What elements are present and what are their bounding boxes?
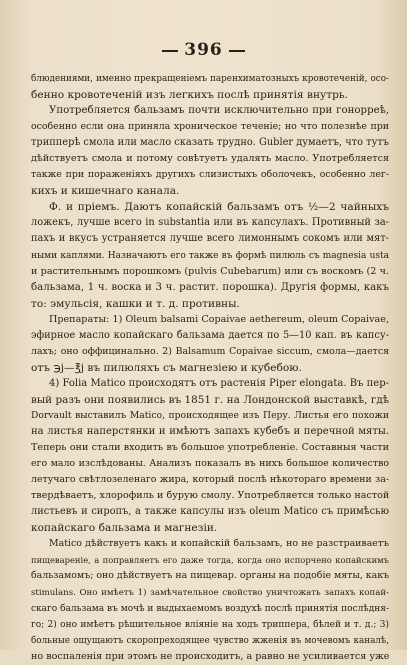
text-line: бальзамомъ; оно дѣйствуетъ на пищевар. органы на подобіе мяты, какъ bbox=[31, 570, 389, 582]
text-line: также при пораженіяхъ другихъ слизистыхъ оболочекъ, особенно лег- bbox=[31, 169, 389, 181]
text-line: больные ощущаютъ скоропреходящее чувство жженія въ мочевомъ каналѣ, bbox=[31, 635, 389, 646]
text-line: трипперѣ смола или масло сказать трудно. Gubler думаетъ, что тутъ bbox=[31, 137, 389, 149]
text-line: и растительнымъ порошкомъ (pulvis Cubebarum) или съ воскомъ (2 ч. bbox=[31, 265, 389, 277]
text-line: скаго бальзама въ мочѣ и выдыхаемомъ воздухѣ послѣ принятія послѣдня- bbox=[31, 603, 389, 614]
text-line: твердѣваетъ, хлорофиль и бурую смолу. Употребляется только настой bbox=[31, 490, 389, 502]
text-line: копайскаго бальзама и магнезіи. bbox=[31, 522, 218, 535]
text-line: летучаго свѣтлозеленаго жира, который послѣ нѣкотораго времени за- bbox=[31, 474, 389, 486]
text-line: особенно если она приняла хроническое теченіе; но что полезнѣе при bbox=[31, 121, 389, 133]
text-line: бенно кровотеченій изъ легкихъ послѣ принятія внутрь. bbox=[31, 89, 349, 102]
text-line: Теперь они стали входить въ большое употребленіе. Составныя части bbox=[31, 442, 389, 454]
text-line: листьевъ и сиропъ, а также капсулы изъ oleum Matico съ примѣсью bbox=[31, 506, 389, 518]
text-line: то: эмульсія, кашки и т. д. противны. bbox=[31, 297, 240, 310]
text-line: stimulans. Оно имѣетъ 1) замѣчательное свойство уничтожать запахъ копай- bbox=[31, 587, 389, 598]
text-line: ложекъ, лучше всего in substantia или въ капсулахъ. Противный за- bbox=[31, 217, 389, 229]
text-line: Ф. и пріемъ. Даютъ копайскій бальзамъ отъ ½—2 чайныхъ bbox=[49, 201, 389, 214]
page-body-text bbox=[31, 71, 389, 665]
text-line: Препараты: 1) Oleum balsami Copaivae aethereum, oleum Copaivae, bbox=[49, 313, 389, 325]
text-line: блюдениями, именно прекращеніемъ паренхиматозныхъ кровотеченій, осо- bbox=[31, 74, 389, 84]
text-line: пахъ и вкусъ устраняется лучше всего лимоннымъ сокомъ или мят- bbox=[31, 233, 389, 245]
text-line: отъ ℈j—℥j въ пилюляхъ съ магнезіею и кубебою. bbox=[31, 361, 302, 374]
text-line: 4) Folia Matico происходятъ отъ растенія Piper elongata. Въ пер- bbox=[49, 377, 389, 389]
page-number: 396 bbox=[184, 40, 223, 60]
text-line: лахъ; оно оффицинально. 2) Balsamum Copaivae siccum, смола—дается bbox=[31, 345, 389, 357]
text-line: го; 2) оно имѣетъ рѣшительное вліяніе на ходъ триппера, бѣлей и т. д.; 3) bbox=[31, 619, 389, 630]
text-line: эфирное масло копайскаго бальзама дается по 5—10 кап. въ капсу- bbox=[31, 329, 389, 341]
text-line: пищевареніе, а поправляетъ его даже тогда, когда оно испорчено копайскимъ bbox=[31, 555, 389, 566]
text-line: на листья наперстянки и имѣютъ запахъ кубебъ и перечной мяты. bbox=[31, 426, 389, 438]
page-header bbox=[0, 40, 407, 60]
text-line: Употребляется бальзамъ почти исключительно при гонорреѣ, bbox=[49, 105, 389, 117]
text-line: но воспаленія при этомъ не происходитъ, а равно не усиливается уже bbox=[31, 650, 389, 662]
text-line: Matico дѣйствуетъ какъ и копайскій бальзамъ, но не разстраиваетъ bbox=[49, 538, 389, 550]
header-dash-left bbox=[162, 50, 178, 52]
text-line: кихъ и кишечнаго канала. bbox=[31, 185, 180, 198]
text-line: ными каплями. Назначаютъ его также въ формѣ пилюль съ magnesia usta bbox=[31, 250, 389, 261]
text-line: его мало изслѣдованы. Анализъ показалъ въ нихъ большое количество bbox=[31, 458, 389, 470]
header-dash-right bbox=[229, 50, 245, 52]
text-line: Dorvault выставилъ Matico, происходящее изъ Перу. Листья его похожи bbox=[31, 409, 389, 421]
text-line: бальзама, 1 ч. воска и 3 ч. растит. порошка). Другія формы, какъ bbox=[31, 281, 389, 293]
text-line: дѣйствуетъ смола и потому совѣтуетъ удалять масло. Употребляется bbox=[31, 153, 389, 165]
text-line: вый разъ они появились въ 1851 г. на Лондонской выставкѣ, гдѣ bbox=[31, 393, 389, 406]
